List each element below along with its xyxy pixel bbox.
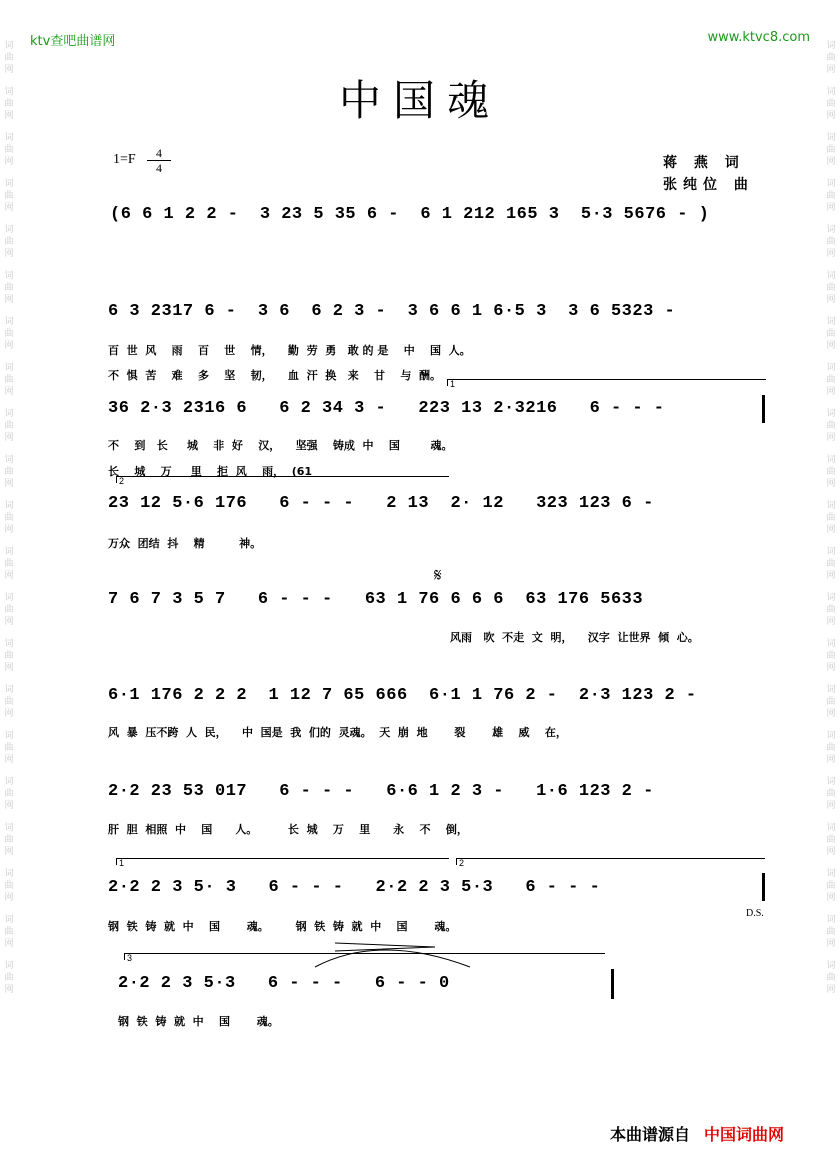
- score-row-notes: 2·2 23 53 017 6 - - - 6·6 1 2 3 - 1·6 123 2 -: [108, 782, 654, 801]
- final-barline: [611, 969, 614, 999]
- source-site-link[interactable]: 中国词曲网: [704, 1125, 785, 1144]
- hairpin-mark: [300, 935, 480, 975]
- volta-bracket: 3: [124, 953, 605, 960]
- side-watermark-left: 词 曲 网 词 曲 网 词 曲 网 词 曲 网 词 曲 网 词 曲 网 词 曲 网 词 曲 网 词 曲 网 词 曲 网 词 曲 网 词 曲 网 词 曲 网 词 曲 网 词 曲 网 词 曲 网 词 曲 网 词 曲 网 词 曲 网 词 曲 网 词 曲 网: [4, 41, 14, 995]
- time-signature-bottom: 4: [156, 161, 162, 175]
- segno-sign: 𝄋: [434, 565, 442, 586]
- score-row-notes: (6 6 1 2 2 - 3 23 5 35 6 - 6 1 212 165 3 5·3 5676 - ): [110, 205, 710, 224]
- final-barline: [762, 873, 765, 901]
- lyrics-line-1: 不 到 长 城 非 好 汉， 坚强 铸成 中 国 魂。: [108, 439, 453, 452]
- repeat-end-barline: [762, 395, 765, 423]
- credits: [663, 152, 754, 196]
- volta-bracket: 1: [116, 858, 449, 865]
- watermark-site-right: www.ktvc8.com: [707, 30, 810, 45]
- lyrics-line-1: 钢 铁 铸 就 中 国 魂。 钢 铁 铸 就 中 国 魂。: [108, 920, 457, 933]
- volta-bracket: 2: [456, 858, 765, 865]
- dal-segno-mark: D.S.: [746, 908, 764, 919]
- song-title: 中国魂: [338, 76, 501, 125]
- score-row-notes: 6 3 2317 6 - 3 6 6 2 3 - 3 6 6 1 6·5 3 3 6 5323 -: [108, 302, 676, 321]
- key-signature: 1=F: [113, 152, 136, 167]
- volta-bracket: 2: [116, 476, 449, 483]
- time-signature-top: 4: [156, 146, 162, 160]
- score-row-notes: 6·1 176 2 2 2 1 12 7 65 666 6·1 1 76 2 - 2·3 123 2 -: [108, 686, 697, 705]
- time-signature: [147, 146, 171, 175]
- composer-credit: 张纯位 曲: [663, 177, 754, 193]
- volta-bracket: 1: [447, 379, 766, 386]
- lyrics-line-2: 长 城 万 里 拒 风 雨， (61: [108, 465, 313, 478]
- score-row-notes: 7 6 7 3 5 7 6 - - - 63 1 76 6 6 6 63 176 5633: [108, 590, 644, 609]
- source-label: 本曲谱源自: [610, 1125, 691, 1144]
- lyrics-line-1: 肝 胆 相照 中 国 人。 长 城 万 里 永 不 倒，: [108, 823, 468, 836]
- lyricist-credit: 蒋 燕 词: [663, 155, 745, 171]
- watermark-site-left: ktv查吧曲谱网: [30, 34, 116, 49]
- lyrics-line-1: 百 世 风 雨 百 世 情， 勤 劳 勇 敢 的 是 中 国 人。: [108, 344, 471, 357]
- lyrics-line-1: 钢 铁 铸 就 中 国 魂。: [118, 1015, 279, 1028]
- score-row-notes: 2·2 2 3 5· 3 6 - - - 2·2 2 3 5·3 6 - - -: [108, 878, 601, 897]
- score-row-notes: 23 12 5·6 176 6 - - - 2 13 2· 12 323 123 6 -: [108, 494, 654, 513]
- source-credit: [610, 1122, 784, 1145]
- score-row-notes: 2·2 2 3 5·3 6 - - - 6 - - 0: [118, 974, 450, 993]
- lyrics-line-1: 风雨 吹 不走 文 明， 汉字 让世界 倾 心。: [450, 631, 699, 644]
- side-watermark-right: 词 曲 网 词 曲 网 词 曲 网 词 曲 网 词 曲 网 词 曲 网 词 曲 网 词 曲 网 词 曲 网 词 曲 网 词 曲 网 词 曲 网 词 曲 网 词 曲 网 词 曲 网 词 曲 网 词 曲 网 词 曲 网 词 曲 网 词 曲 网 词 曲 网: [826, 41, 836, 995]
- score-row-notes: 36 2·3 2316 6 6 2 34 3 - 223 13 2·3216 6 - - -: [108, 399, 665, 418]
- lyrics-line-1: 风 暴 压不跨 人 民， 中 国是 我 们的 灵魂。 天 崩 地 裂 雄 威 在，: [108, 726, 567, 739]
- lyrics-line-2: 不 惧 苦 难 多 坚 韧， 血 汗 换 来 甘 与 酬。: [108, 369, 442, 382]
- lyrics-line-1: 万众 团结 抖 精 神。: [108, 537, 262, 550]
